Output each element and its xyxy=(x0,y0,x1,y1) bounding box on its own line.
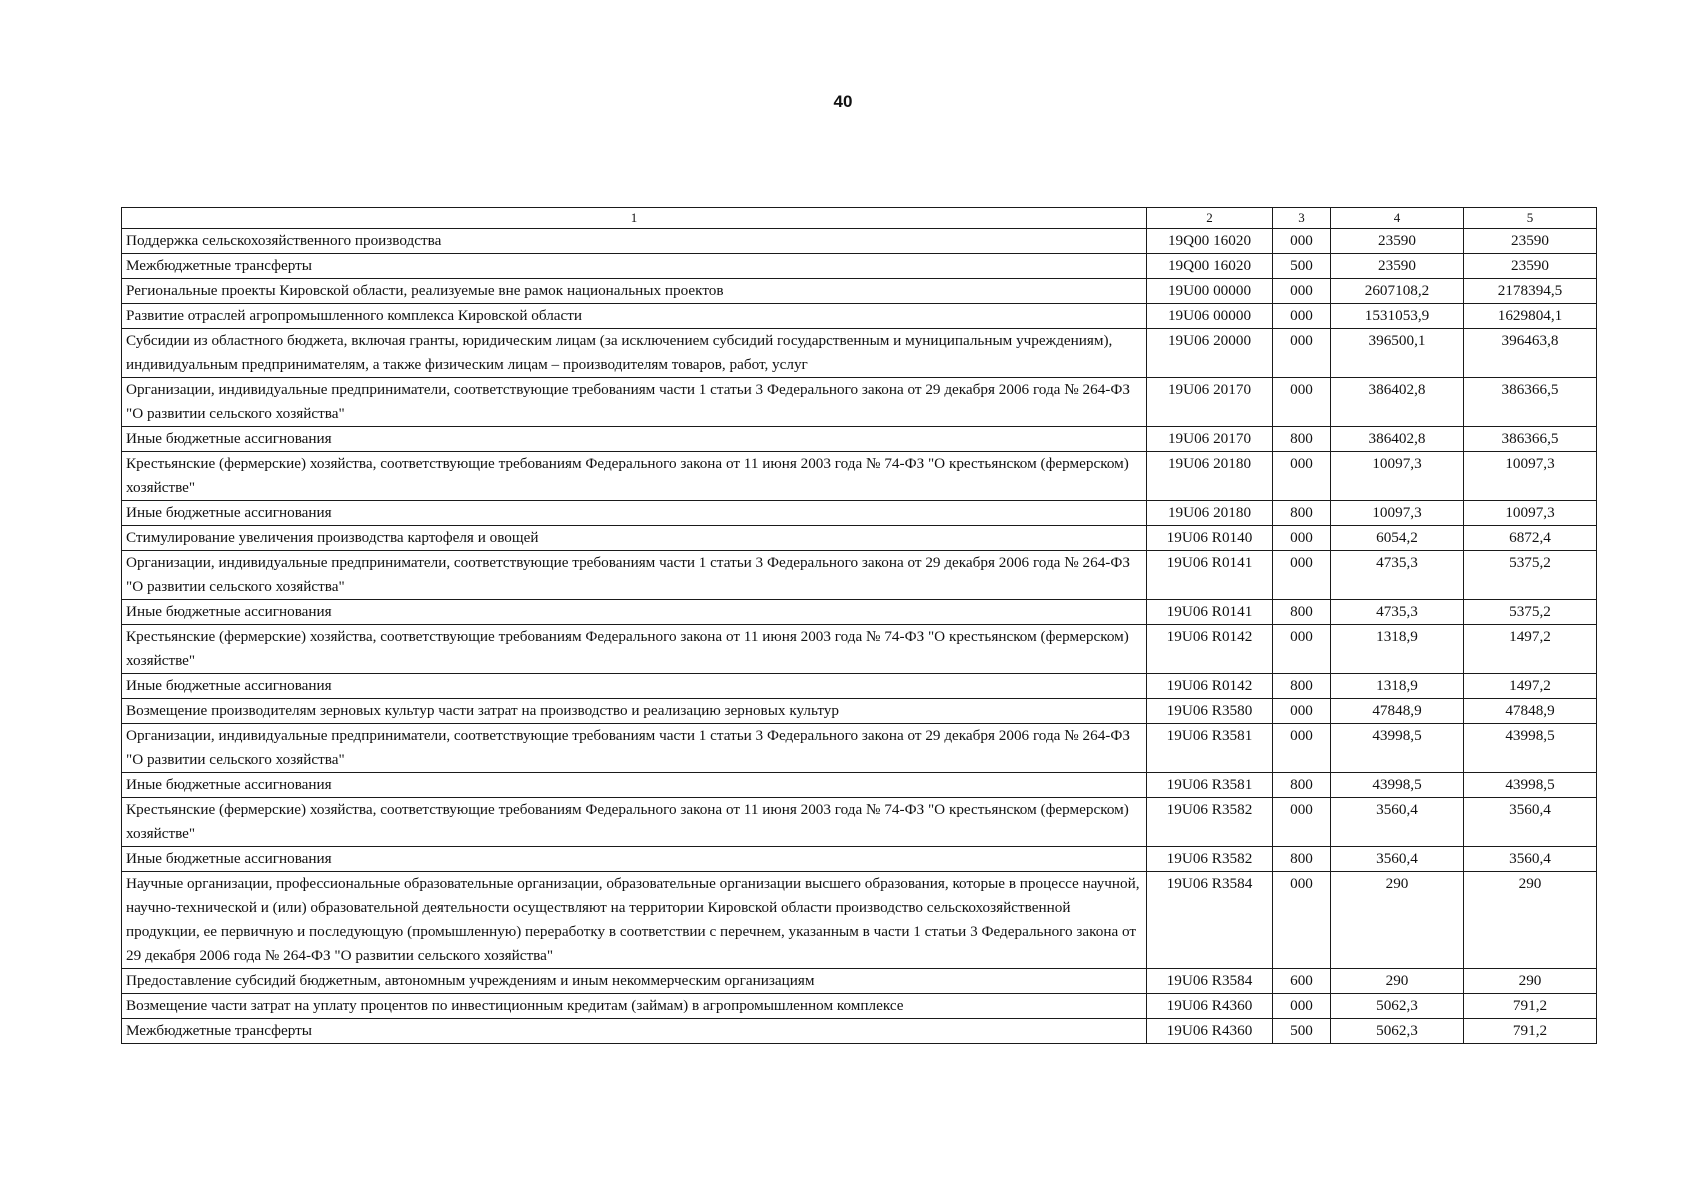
row-target-code: 19U06 R3581 xyxy=(1147,724,1273,773)
row-target-code: 19U06 R4360 xyxy=(1147,994,1273,1019)
row-amount-col5: 43998,5 xyxy=(1464,773,1597,798)
row-amount-col4: 1318,9 xyxy=(1331,674,1464,699)
row-expense-type: 000 xyxy=(1273,551,1331,600)
row-description: Субсидии из областного бюджета, включая гранты, юридическим лицам (за исключением субсидий государственным и муниципальным учреждениям), индивидуальным предпринимателям, а также физическим лицам – производителям товаров, работ, услуг xyxy=(122,329,1147,378)
row-target-code: 19U06 R3581 xyxy=(1147,773,1273,798)
row-expense-type: 000 xyxy=(1273,872,1331,969)
table-row xyxy=(122,847,1597,872)
column-header-4: 4 xyxy=(1331,208,1464,229)
column-header-1: 1 xyxy=(122,208,1147,229)
row-description: Иные бюджетные ассигнования xyxy=(122,600,1147,625)
row-amount-col4: 47848,9 xyxy=(1331,699,1464,724)
row-target-code: 19U06 20170 xyxy=(1147,378,1273,427)
table-row xyxy=(122,427,1597,452)
row-target-code: 19Q00 16020 xyxy=(1147,229,1273,254)
row-amount-col4: 43998,5 xyxy=(1331,724,1464,773)
row-amount-col5: 290 xyxy=(1464,872,1597,969)
row-target-code: 19U06 20170 xyxy=(1147,427,1273,452)
table-row xyxy=(122,452,1597,501)
row-amount-col4: 6054,2 xyxy=(1331,526,1464,551)
table-row xyxy=(122,699,1597,724)
row-amount-col5: 5375,2 xyxy=(1464,600,1597,625)
row-expense-type: 000 xyxy=(1273,526,1331,551)
row-amount-col4: 2607108,2 xyxy=(1331,279,1464,304)
row-amount-col5: 2178394,5 xyxy=(1464,279,1597,304)
row-amount-col4: 396500,1 xyxy=(1331,329,1464,378)
table-header-row xyxy=(122,208,1597,229)
table-row xyxy=(122,378,1597,427)
row-expense-type: 000 xyxy=(1273,994,1331,1019)
row-amount-col4: 1531053,9 xyxy=(1331,304,1464,329)
page-number: 40 xyxy=(833,92,853,111)
row-expense-type: 800 xyxy=(1273,501,1331,526)
table-row xyxy=(122,969,1597,994)
row-description: Организации, индивидуальные предприниматели, соответствующие требованиям части 1 статьи 3 Федерального закона от 29 декабря 2006 года № 264-ФЗ "О развитии сельского хозяйства" xyxy=(122,724,1147,773)
row-amount-col5: 23590 xyxy=(1464,229,1597,254)
row-amount-col4: 23590 xyxy=(1331,254,1464,279)
table-row xyxy=(122,625,1597,674)
row-description: Иные бюджетные ассигнования xyxy=(122,847,1147,872)
row-target-code: 19U06 R0140 xyxy=(1147,526,1273,551)
row-target-code: 19U06 R0141 xyxy=(1147,600,1273,625)
row-amount-col5: 1497,2 xyxy=(1464,674,1597,699)
row-amount-col4: 10097,3 xyxy=(1331,452,1464,501)
row-expense-type: 000 xyxy=(1273,229,1331,254)
row-amount-col4: 290 xyxy=(1331,969,1464,994)
row-amount-col5: 386366,5 xyxy=(1464,378,1597,427)
table-row xyxy=(122,526,1597,551)
row-target-code: 19U06 R3582 xyxy=(1147,798,1273,847)
row-target-code: 19U06 R3580 xyxy=(1147,699,1273,724)
table-row xyxy=(122,600,1597,625)
row-description: Крестьянские (фермерские) хозяйства, соответствующие требованиям Федерального закона от 11 июня 2003 года № 74-ФЗ "О крестьянском (фермерском) хозяйстве" xyxy=(122,452,1147,501)
row-description: Крестьянские (фермерские) хозяйства, соответствующие требованиям Федерального закона от 11 июня 2003 года № 74-ФЗ "О крестьянском (фермерском) хозяйстве" xyxy=(122,798,1147,847)
row-description: Стимулирование увеличения производства картофеля и овощей xyxy=(122,526,1147,551)
row-expense-type: 000 xyxy=(1273,329,1331,378)
row-expense-type: 000 xyxy=(1273,699,1331,724)
row-amount-col5: 1629804,1 xyxy=(1464,304,1597,329)
row-amount-col4: 23590 xyxy=(1331,229,1464,254)
row-amount-col5: 5375,2 xyxy=(1464,551,1597,600)
table-row xyxy=(122,773,1597,798)
row-amount-col5: 791,2 xyxy=(1464,1019,1597,1044)
row-target-code: 19U06 R3584 xyxy=(1147,872,1273,969)
row-expense-type: 000 xyxy=(1273,279,1331,304)
row-target-code: 19U06 R0141 xyxy=(1147,551,1273,600)
table-row xyxy=(122,674,1597,699)
row-amount-col5: 47848,9 xyxy=(1464,699,1597,724)
row-amount-col4: 386402,8 xyxy=(1331,427,1464,452)
row-expense-type: 500 xyxy=(1273,254,1331,279)
table-row xyxy=(122,872,1597,969)
row-description: Иные бюджетные ассигнования xyxy=(122,427,1147,452)
budget-table xyxy=(121,207,1597,1044)
row-expense-type: 800 xyxy=(1273,674,1331,699)
row-description: Развитие отраслей агропромышленного комплекса Кировской области xyxy=(122,304,1147,329)
row-description: Организации, индивидуальные предприниматели, соответствующие требованиям части 1 статьи 3 Федерального закона от 29 декабря 2006 года № 264-ФЗ "О развитии сельского хозяйства" xyxy=(122,551,1147,600)
row-amount-col4: 290 xyxy=(1331,872,1464,969)
row-description: Возмещение производителям зерновых культур части затрат на производство и реализацию зерновых культур xyxy=(122,699,1147,724)
row-amount-col5: 6872,4 xyxy=(1464,526,1597,551)
row-description: Предоставление субсидий бюджетным, автономным учреждениям и иным некоммерческим организациям xyxy=(122,969,1147,994)
row-expense-type: 000 xyxy=(1273,625,1331,674)
row-amount-col5: 3560,4 xyxy=(1464,847,1597,872)
row-description: Межбюджетные трансферты xyxy=(122,254,1147,279)
row-description: Иные бюджетные ассигнования xyxy=(122,674,1147,699)
row-target-code: 19U06 20180 xyxy=(1147,452,1273,501)
table-row xyxy=(122,1019,1597,1044)
table-row xyxy=(122,329,1597,378)
row-target-code: 19U06 R0142 xyxy=(1147,625,1273,674)
column-header-5: 5 xyxy=(1464,208,1597,229)
row-amount-col5: 386366,5 xyxy=(1464,427,1597,452)
row-target-code: 19U06 00000 xyxy=(1147,304,1273,329)
column-header-3: 3 xyxy=(1273,208,1331,229)
row-target-code: 19U06 20180 xyxy=(1147,501,1273,526)
row-description: Иные бюджетные ассигнования xyxy=(122,773,1147,798)
row-expense-type: 000 xyxy=(1273,304,1331,329)
table-row xyxy=(122,304,1597,329)
column-header-2: 2 xyxy=(1147,208,1273,229)
row-description: Крестьянские (фермерские) хозяйства, соответствующие требованиям Федерального закона от 11 июня 2003 года № 74-ФЗ "О крестьянском (фермерском) хозяйстве" xyxy=(122,625,1147,674)
row-target-code: 19U06 R4360 xyxy=(1147,1019,1273,1044)
row-expense-type: 000 xyxy=(1273,724,1331,773)
table-row xyxy=(122,724,1597,773)
row-amount-col4: 1318,9 xyxy=(1331,625,1464,674)
row-amount-col5: 791,2 xyxy=(1464,994,1597,1019)
row-amount-col5: 10097,3 xyxy=(1464,452,1597,501)
row-expense-type: 500 xyxy=(1273,1019,1331,1044)
row-amount-col5: 43998,5 xyxy=(1464,724,1597,773)
row-amount-col4: 5062,3 xyxy=(1331,994,1464,1019)
row-amount-col4: 4735,3 xyxy=(1331,551,1464,600)
row-target-code: 19U06 20000 xyxy=(1147,329,1273,378)
table-row xyxy=(122,229,1597,254)
row-description: Поддержка сельскохозяйственного производства xyxy=(122,229,1147,254)
row-description: Научные организации, профессиональные образовательные организации, образовательные организации высшего образования, которые в процессе научной, научно-технической и (или) образовательной деятельности осуществляют на территории Кировской области производство сельскохозяйственной продукции, ее первичную и последующую (промышленную) переработку в соответствии с перечнем, указанным в части 1 статьи 3 Федерального закона от 29 декабря 2006 года № 264-ФЗ "О развитии сельского хозяйства" xyxy=(122,872,1147,969)
row-description: Организации, индивидуальные предприниматели, соответствующие требованиям части 1 статьи 3 Федерального закона от 29 декабря 2006 года № 264-ФЗ "О развитии сельского хозяйства" xyxy=(122,378,1147,427)
row-description: Региональные проекты Кировской области, реализуемые вне рамок национальных проектов xyxy=(122,279,1147,304)
row-expense-type: 800 xyxy=(1273,600,1331,625)
row-expense-type: 600 xyxy=(1273,969,1331,994)
table-row xyxy=(122,798,1597,847)
table-row xyxy=(122,279,1597,304)
table-row xyxy=(122,551,1597,600)
row-amount-col4: 5062,3 xyxy=(1331,1019,1464,1044)
row-amount-col5: 10097,3 xyxy=(1464,501,1597,526)
row-amount-col5: 3560,4 xyxy=(1464,798,1597,847)
row-amount-col5: 396463,8 xyxy=(1464,329,1597,378)
row-expense-type: 000 xyxy=(1273,378,1331,427)
row-amount-col4: 4735,3 xyxy=(1331,600,1464,625)
row-description: Межбюджетные трансферты xyxy=(122,1019,1147,1044)
row-description: Возмещение части затрат на уплату процентов по инвестиционным кредитам (займам) в агропромышленном комплексе xyxy=(122,994,1147,1019)
row-amount-col4: 3560,4 xyxy=(1331,847,1464,872)
row-amount-col4: 386402,8 xyxy=(1331,378,1464,427)
row-expense-type: 000 xyxy=(1273,798,1331,847)
row-expense-type: 000 xyxy=(1273,452,1331,501)
row-amount-col4: 43998,5 xyxy=(1331,773,1464,798)
row-amount-col4: 3560,4 xyxy=(1331,798,1464,847)
row-amount-col5: 1497,2 xyxy=(1464,625,1597,674)
table-row xyxy=(122,254,1597,279)
row-target-code: 19U06 R3584 xyxy=(1147,969,1273,994)
row-amount-col5: 23590 xyxy=(1464,254,1597,279)
row-expense-type: 800 xyxy=(1273,427,1331,452)
row-target-code: 19U06 R3582 xyxy=(1147,847,1273,872)
row-description: Иные бюджетные ассигнования xyxy=(122,501,1147,526)
row-amount-col4: 10097,3 xyxy=(1331,501,1464,526)
row-target-code: 19Q00 16020 xyxy=(1147,254,1273,279)
row-expense-type: 800 xyxy=(1273,773,1331,798)
table-row xyxy=(122,501,1597,526)
row-target-code: 19U00 00000 xyxy=(1147,279,1273,304)
row-amount-col5: 290 xyxy=(1464,969,1597,994)
row-expense-type: 800 xyxy=(1273,847,1331,872)
row-target-code: 19U06 R0142 xyxy=(1147,674,1273,699)
table-row xyxy=(122,994,1597,1019)
